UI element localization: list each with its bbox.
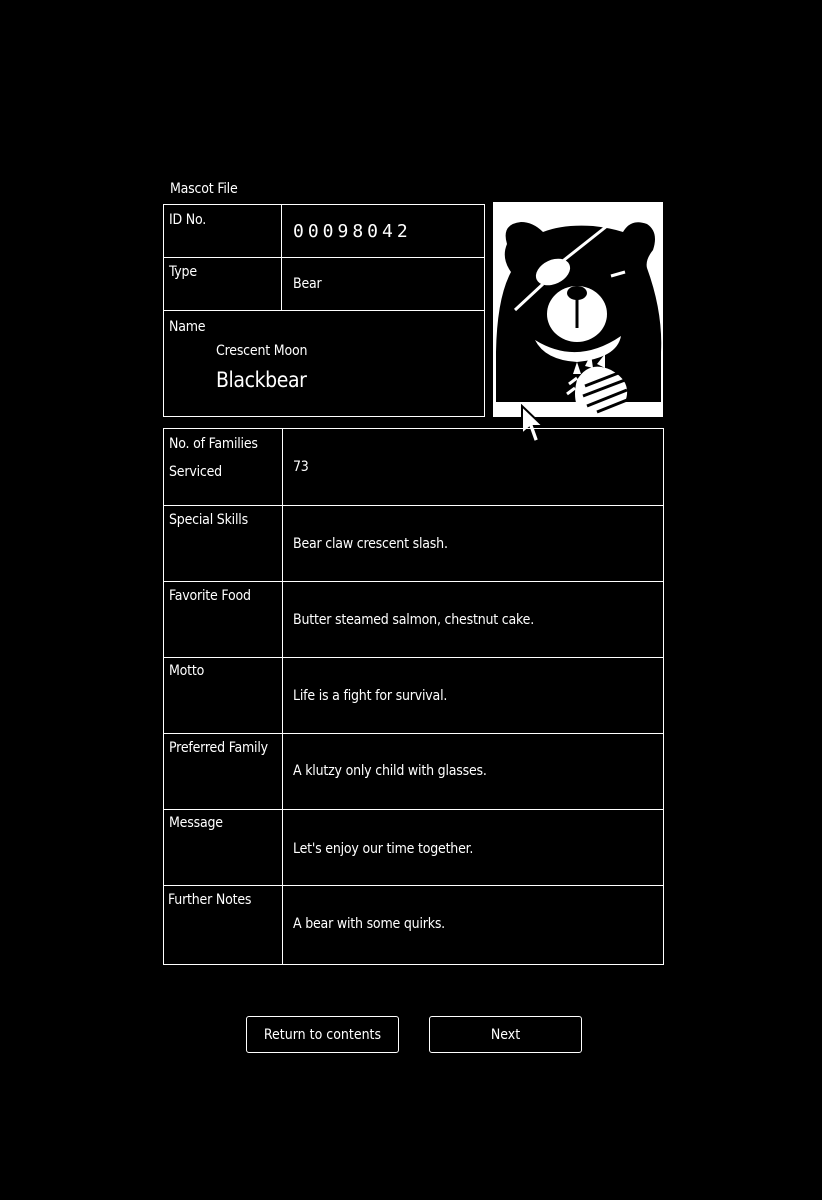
detail-value: 73 xyxy=(293,459,309,475)
detail-label-line2: Serviced xyxy=(169,464,222,480)
detail-value: Let's enjoy our time together. xyxy=(293,841,474,857)
id-label: ID No. xyxy=(169,212,207,228)
details-row-divider xyxy=(163,809,664,810)
profile-row-divider xyxy=(163,257,485,258)
type-value: Bear xyxy=(293,276,322,292)
detail-label: Special Skills xyxy=(169,512,248,528)
name-label: Name xyxy=(169,319,206,335)
details-row-divider xyxy=(163,885,664,886)
profile-row-divider xyxy=(163,310,485,311)
type-label: Type xyxy=(169,264,197,280)
detail-value: A bear with some quirks. xyxy=(293,916,445,932)
detail-label: Message xyxy=(169,815,223,831)
detail-value: Butter steamed salmon, chestnut cake. xyxy=(293,612,534,628)
return-to-contents-button[interactable]: Return to contents xyxy=(246,1016,399,1053)
details-row-divider xyxy=(163,657,664,658)
page-title: Mascot File xyxy=(170,181,238,197)
id-value: 00098042 xyxy=(293,221,412,242)
detail-label: Motto xyxy=(169,663,205,679)
details-row-divider xyxy=(163,581,664,582)
detail-label: Favorite Food xyxy=(169,588,251,604)
name-prefix: Crescent Moon xyxy=(216,343,308,359)
details-row-divider xyxy=(163,733,664,734)
bear-portrait-icon xyxy=(493,202,663,417)
detail-value: Life is a fight for survival. xyxy=(293,688,448,704)
details-row-divider xyxy=(163,505,664,506)
detail-value: A klutzy only child with glasses. xyxy=(293,763,487,779)
next-button[interactable]: Next xyxy=(429,1016,582,1053)
detail-value: Bear claw crescent slash. xyxy=(293,536,448,552)
detail-label: No. of Families xyxy=(169,436,258,452)
detail-label: Further Notes xyxy=(168,892,252,908)
name-main: Blackbear xyxy=(216,368,307,392)
detail-label: Preferred Family xyxy=(169,740,268,756)
